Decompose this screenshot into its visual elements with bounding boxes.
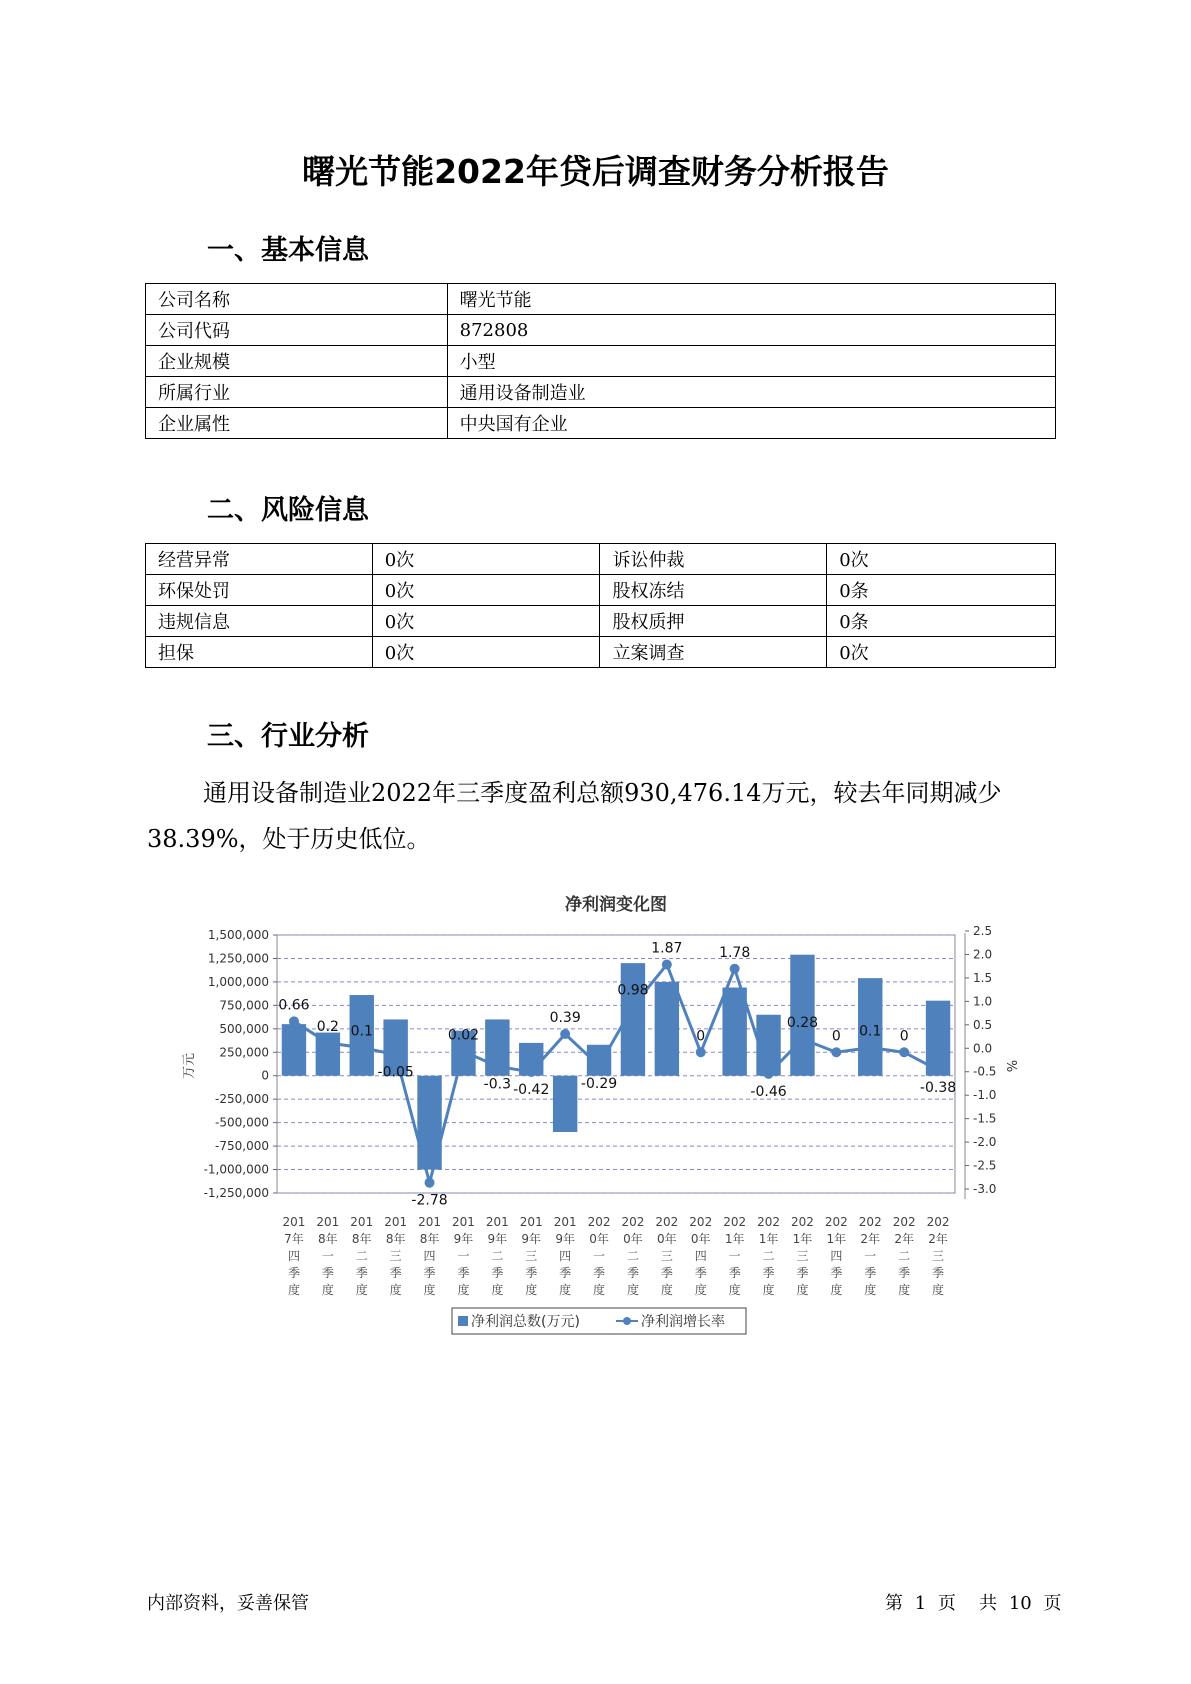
- total-label: 共: [979, 1593, 998, 1614]
- total-pages: 10: [1008, 1593, 1032, 1614]
- x-axis-tick-label: 1年: [724, 1232, 745, 1246]
- x-axis-tick-label: 季: [830, 1266, 843, 1280]
- growth-rate-data-label: -2.78: [411, 1192, 448, 1209]
- y-axis-tick-label: -1,000,000: [203, 1162, 269, 1177]
- x-axis-tick-label: 0年: [657, 1232, 677, 1246]
- y-axis-label: 万元: [182, 1052, 197, 1080]
- x-axis-tick-label: 度: [389, 1283, 402, 1297]
- x-axis-tick-label: 度: [932, 1283, 945, 1297]
- x-axis-tick-label: 一: [728, 1249, 741, 1263]
- y2-axis-tick-label: 1.5: [973, 970, 993, 985]
- x-axis-tick-label: 四: [423, 1249, 436, 1263]
- footer-confidential-note: 内部资料，妥善保管: [147, 1593, 309, 1614]
- x-axis-tick-label: 二: [762, 1249, 775, 1263]
- basic-info-value: 中央国有企业: [447, 408, 1055, 439]
- section-heading-basic-info: 一、基本信息: [207, 235, 369, 266]
- x-axis-tick-label: 季: [728, 1266, 741, 1280]
- document-title: 曙光节能2022年贷后调查财务分析报告: [302, 152, 889, 191]
- growth-rate-data-label: -0.3: [483, 1076, 512, 1093]
- growth-rate-data-label: 0.39: [549, 1009, 581, 1026]
- x-axis-tick-label: 201: [418, 1215, 442, 1229]
- x-axis-tick-label: 202: [655, 1215, 679, 1229]
- growth-rate-point: [933, 1065, 943, 1075]
- risk-info-label: 违规信息: [146, 606, 373, 637]
- growth-rate-data-label: -0.29: [580, 1075, 618, 1092]
- x-axis-tick-label: 季: [898, 1266, 911, 1280]
- x-axis-tick-label: 一: [593, 1249, 606, 1263]
- x-axis-tick-label: 201: [485, 1215, 509, 1229]
- growth-rate-point: [594, 1061, 604, 1071]
- y2-axis-tick-label: 0.5: [973, 1017, 993, 1032]
- basic-info-value: 872808: [447, 315, 1055, 346]
- x-axis-tick-label: 7年: [284, 1232, 304, 1246]
- x-axis-tick-label: 二: [626, 1249, 639, 1263]
- x-axis-tick-label: 二: [898, 1249, 911, 1263]
- risk-info-value: 0次: [372, 575, 600, 606]
- risk-info-label: 股权冻结: [600, 575, 827, 606]
- x-axis-tick-label: 三: [796, 1249, 809, 1263]
- x-axis-tick-label: 201: [316, 1215, 340, 1229]
- basic-info-value: 曙光节能: [447, 284, 1055, 315]
- y-axis-tick-label: -250,000: [215, 1092, 269, 1107]
- x-axis-tick-label: 三: [525, 1249, 538, 1263]
- x-axis-tick-label: 季: [559, 1266, 572, 1280]
- risk-info-value: 0次: [827, 544, 1056, 575]
- risk-info-label: 股权质押: [600, 606, 827, 637]
- y-axis-tick-label: 750,000: [219, 998, 269, 1013]
- growth-rate-data-label: 0.02: [447, 1027, 480, 1044]
- basic-info-label: 公司名称: [146, 284, 448, 315]
- risk-info-value: 0条: [827, 575, 1056, 606]
- x-axis-tick-label: 度: [762, 1283, 775, 1297]
- x-axis-tick-label: 季: [423, 1266, 436, 1280]
- x-axis-tick-label: 202: [790, 1215, 814, 1229]
- page-unit: 页: [937, 1593, 956, 1614]
- x-axis-tick-label: 季: [593, 1266, 606, 1280]
- x-axis-tick-label: 度: [287, 1283, 300, 1297]
- x-axis-tick-label: 8年: [351, 1232, 372, 1246]
- x-axis-tick-label: 202: [926, 1215, 950, 1229]
- x-axis-tick-label: 季: [626, 1266, 639, 1280]
- x-axis-tick-label: 202: [723, 1215, 747, 1229]
- risk-info-value: 0次: [372, 544, 600, 575]
- growth-rate-point: [865, 1043, 875, 1053]
- y2-axis-tick-label: -0.5: [973, 1064, 997, 1079]
- risk-info-value: 0次: [372, 606, 600, 637]
- growth-rate-point: [696, 1047, 706, 1057]
- growth-rate-data-label: 0.66: [278, 997, 310, 1014]
- section-heading-risk-info: 二、风险信息: [207, 495, 369, 526]
- bar: [655, 982, 679, 1076]
- x-axis-tick-label: 201: [384, 1215, 408, 1229]
- growth-rate-data-label: -0.38: [919, 1080, 957, 1097]
- x-axis-tick-label: 度: [593, 1283, 606, 1297]
- growth-rate-point: [628, 1001, 638, 1011]
- x-axis-tick-label: 度: [660, 1283, 673, 1297]
- y2-axis-tick-label: -2.5: [973, 1158, 997, 1173]
- section-heading-industry-analysis: 三、行业分析: [207, 721, 369, 752]
- x-axis-tick-label: 2年: [860, 1232, 881, 1246]
- x-axis-tick-label: 201: [451, 1215, 475, 1229]
- x-axis-tick-label: 度: [355, 1283, 368, 1297]
- growth-rate-point: [492, 1061, 502, 1071]
- x-axis-tick-label: 四: [694, 1249, 707, 1263]
- x-axis-tick-label: 8年: [419, 1232, 440, 1246]
- x-axis-tick-label: 201: [553, 1215, 577, 1229]
- basic-info-label: 企业属性: [146, 408, 448, 439]
- x-axis-tick-label: 201: [519, 1215, 543, 1229]
- y2-axis-tick-label: -3.0: [973, 1182, 997, 1196]
- risk-info-label: 诉讼仲裁: [600, 544, 827, 575]
- y-axis-tick-label: -500,000: [215, 1115, 269, 1130]
- x-axis-tick-label: 202: [757, 1215, 781, 1229]
- x-axis-tick-label: 1年: [826, 1232, 847, 1246]
- growth-rate-point: [797, 1034, 807, 1044]
- total-unit: 页: [1043, 1593, 1062, 1614]
- y-axis-tick-label: 0: [261, 1068, 269, 1083]
- x-axis-tick-label: 一: [321, 1249, 334, 1263]
- x-axis-tick-label: 202: [858, 1215, 882, 1229]
- x-axis-tick-label: 四: [559, 1249, 572, 1263]
- y2-axis-tick-label: -1.5: [973, 1111, 997, 1126]
- growth-rate-point: [730, 964, 740, 974]
- risk-info-label: 担保: [146, 637, 373, 668]
- growth-rate-point: [764, 1069, 774, 1079]
- growth-rate-point: [560, 1029, 570, 1039]
- legend-line-label: 净利润增长率: [641, 1314, 725, 1330]
- y2-axis-tick-label: -1.0: [973, 1088, 997, 1103]
- x-axis-tick-label: 201: [350, 1215, 374, 1229]
- growth-rate-point: [357, 1043, 367, 1053]
- y-axis-tick-label: 250,000: [219, 1045, 269, 1060]
- x-axis-tick-label: 度: [864, 1283, 877, 1297]
- y2-axis-tick-label: 2.5: [973, 924, 993, 938]
- x-axis-tick-label: 季: [762, 1266, 775, 1280]
- x-axis-tick-label: 度: [423, 1283, 436, 1297]
- x-axis-tick-label: 二: [491, 1249, 504, 1263]
- y-axis-tick-label: 1,500,000: [207, 928, 269, 942]
- growth-rate-data-label: -0.42: [513, 1081, 550, 1098]
- y-axis-tick-label: 1,250,000: [207, 951, 269, 966]
- growth-rate-data-label: 0.2: [316, 1018, 339, 1035]
- risk-info-label: 立案调查: [600, 637, 827, 668]
- page-number: 1: [914, 1593, 927, 1614]
- x-axis-tick-label: 一: [457, 1249, 470, 1263]
- growth-rate-point: [289, 1016, 299, 1026]
- x-axis-tick-label: 202: [824, 1215, 848, 1229]
- x-axis-tick-label: 度: [796, 1283, 809, 1297]
- growth-rate-point: [323, 1038, 333, 1048]
- growth-rate-data-label: -0.05: [377, 1064, 414, 1081]
- bar: [722, 988, 746, 1076]
- y-axis-tick-label: 1,000,000: [207, 974, 269, 989]
- x-axis-tick-label: 四: [287, 1249, 300, 1263]
- x-axis-tick-label: 202: [587, 1215, 611, 1229]
- growth-rate-point: [899, 1047, 909, 1057]
- x-axis-tick-label: 三: [389, 1249, 402, 1263]
- growth-rate-data-label: 1.87: [651, 940, 683, 957]
- growth-rate-data-label: 0: [696, 1028, 706, 1045]
- risk-info-value: 0条: [827, 606, 1056, 637]
- y2-axis-tick-label: 0.0: [973, 1041, 993, 1056]
- growth-rate-data-label: 0.98: [617, 982, 649, 999]
- x-axis-tick-label: 季: [355, 1266, 368, 1280]
- x-axis-tick-label: 季: [694, 1266, 707, 1280]
- risk-info-label: 环保处罚: [146, 575, 373, 606]
- x-axis-tick-label: 季: [796, 1266, 809, 1280]
- x-axis-tick-label: 202: [892, 1215, 916, 1229]
- x-axis-tick-label: 度: [525, 1283, 538, 1297]
- x-axis-tick-label: 季: [287, 1266, 300, 1280]
- x-axis-tick-label: 一: [864, 1249, 877, 1263]
- x-axis-tick-label: 季: [389, 1266, 402, 1280]
- risk-info-value: 0次: [372, 637, 600, 668]
- x-axis-tick-label: 季: [457, 1266, 470, 1280]
- x-axis-tick-label: 1年: [792, 1232, 813, 1246]
- footer-page-info: [885, 1589, 1067, 1615]
- x-axis-tick-label: 季: [932, 1266, 945, 1280]
- risk-info-label: 经营异常: [146, 544, 373, 575]
- x-axis-tick-label: 8年: [385, 1232, 406, 1246]
- x-axis-tick-label: 202: [621, 1215, 645, 1229]
- legend-bar-label: 净利润总数(万元): [471, 1314, 580, 1330]
- x-axis-tick-label: 季: [321, 1266, 334, 1280]
- basic-info-value: 通用设备制造业: [447, 377, 1055, 408]
- growth-rate-point: [425, 1178, 435, 1188]
- chart-title: 净利润变化图: [565, 895, 667, 915]
- x-axis-tick-label: 三: [932, 1249, 945, 1263]
- x-axis-tick-label: 0年: [589, 1232, 609, 1246]
- x-axis-tick-label: 度: [457, 1283, 470, 1297]
- growth-rate-data-label: 0.1: [350, 1023, 373, 1040]
- x-axis-tick-label: 季: [491, 1266, 504, 1280]
- x-axis-tick-label: 202: [689, 1215, 713, 1229]
- x-axis-tick-label: 度: [694, 1283, 707, 1297]
- legend-bar-swatch: [458, 1316, 468, 1326]
- growth-rate-data-label: 0.28: [786, 1015, 819, 1032]
- growth-rate-point: [831, 1047, 841, 1057]
- x-axis-tick-label: 四: [830, 1249, 843, 1263]
- x-axis-tick-label: 度: [830, 1283, 843, 1297]
- basic-info-value: 小型: [447, 346, 1055, 377]
- basic-info-label: 公司代码: [146, 315, 448, 346]
- x-axis-tick-label: 二: [355, 1249, 368, 1263]
- basic-info-label: 企业规模: [146, 346, 448, 377]
- growth-rate-point: [662, 960, 672, 970]
- x-axis-tick-label: 度: [728, 1283, 741, 1297]
- x-axis-tick-label: 9年: [521, 1232, 542, 1246]
- x-axis-tick-label: 度: [559, 1283, 572, 1297]
- x-axis-tick-label: 度: [626, 1283, 639, 1297]
- y-axis-tick-label: -750,000: [215, 1139, 269, 1154]
- x-axis-tick-label: 度: [321, 1283, 334, 1297]
- industry-analysis-paragraph: 通用设备制造业2022年三季度盈利总额930,476.14万元，较去年同期减少38.39%，处于历史低位。: [147, 779, 1002, 853]
- risk-info-value: 0次: [827, 637, 1056, 668]
- growth-rate-data-label: -0.46: [750, 1083, 787, 1100]
- growth-rate-point: [526, 1067, 536, 1077]
- x-axis-tick-label: 9年: [487, 1232, 508, 1246]
- growth-rate-data-label: 0: [831, 1028, 841, 1045]
- growth-rate-data-label: 1.78: [719, 944, 751, 961]
- y2-axis-tick-label: 2.0: [973, 947, 993, 962]
- page-label: 第: [885, 1593, 903, 1614]
- y2-axis-tick-label: -2.0: [973, 1135, 997, 1150]
- basic-info-label: 所属行业: [146, 377, 448, 408]
- x-axis-tick-label: 9年: [453, 1232, 474, 1246]
- x-axis-tick-label: 201: [282, 1215, 306, 1229]
- y2-axis-tick-label: 1.0: [973, 994, 993, 1009]
- x-axis-tick-label: 2年: [928, 1232, 948, 1246]
- x-axis-tick-label: 1年: [758, 1232, 779, 1246]
- x-axis-tick-label: 2年: [894, 1232, 914, 1246]
- growth-rate-point: [391, 1050, 401, 1060]
- bar: [282, 1024, 306, 1076]
- y-axis-tick-label: -1,250,000: [203, 1186, 269, 1200]
- y-axis-tick-label: 500,000: [219, 1021, 269, 1036]
- x-axis-tick-label: 度: [491, 1283, 504, 1297]
- y2-axis-label: %: [1003, 1059, 1018, 1073]
- x-axis-tick-label: 季: [525, 1266, 538, 1280]
- x-axis-tick-label: 0年: [690, 1232, 711, 1246]
- x-axis-tick-label: 9年: [555, 1232, 575, 1246]
- x-axis-tick-label: 0年: [623, 1232, 643, 1246]
- growth-rate-data-label: 0: [899, 1028, 909, 1045]
- x-axis-tick-label: 三: [660, 1249, 673, 1263]
- legend-line-marker: [623, 1317, 631, 1325]
- x-axis-tick-label: 季: [660, 1266, 673, 1280]
- growth-rate-data-label: 0.1: [859, 1023, 882, 1040]
- growth-rate-point: [458, 1046, 468, 1056]
- x-axis-tick-label: 8年: [318, 1232, 338, 1246]
- x-axis-tick-label: 季: [864, 1266, 877, 1280]
- bar: [553, 1076, 577, 1132]
- x-axis-tick-label: 度: [898, 1283, 911, 1297]
